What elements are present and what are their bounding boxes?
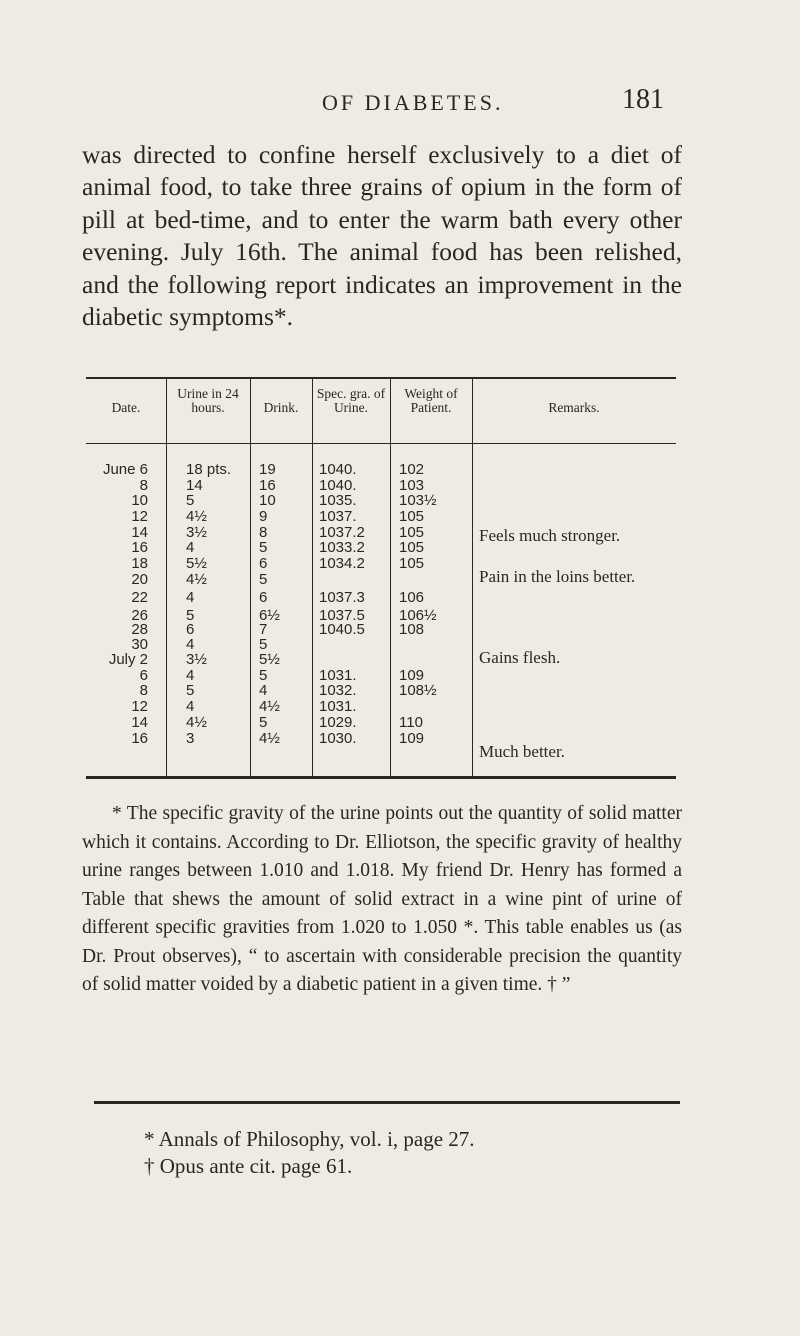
- cell-urine: 5: [186, 607, 195, 624]
- cell-drink: 6: [259, 589, 268, 606]
- cell-urine: 5: [186, 492, 195, 509]
- cell-spec: 1032.: [319, 682, 357, 699]
- cell-weight: 109: [399, 730, 425, 747]
- cell-spec: 1033.2: [319, 539, 365, 556]
- cell-spec: 1037.: [319, 508, 357, 525]
- remark-text: Feels much stronger.: [479, 526, 621, 545]
- cell-drink: 7: [259, 621, 268, 638]
- cell-date: June 6: [102, 461, 148, 478]
- column-rule: [166, 379, 167, 776]
- cell-urine: 4½: [186, 508, 207, 525]
- cell-urine: 5½: [186, 555, 207, 572]
- header-remarks: Remarks.: [548, 400, 600, 415]
- cell-date: 16: [131, 730, 148, 747]
- cell-urine: 18 pts.: [186, 461, 232, 478]
- cell-drink: 5: [259, 714, 268, 731]
- cell-date: 14: [131, 714, 148, 731]
- cell-weight: 106½: [399, 607, 437, 624]
- cell-drink: 9: [259, 508, 268, 525]
- cell-date: 12: [131, 698, 148, 715]
- cell-date: 8: [139, 477, 148, 494]
- cell-drink: 10: [259, 492, 276, 509]
- cell-spec: 1034.2: [319, 555, 365, 572]
- cell-spec: 1040.5: [319, 621, 365, 638]
- cell-weight: 102: [399, 461, 425, 478]
- cell-spec: 1031.: [319, 667, 357, 684]
- cell-urine: 3: [186, 730, 195, 747]
- cell-drink: 6: [259, 555, 268, 572]
- cell-weight: 105: [399, 555, 425, 572]
- remark-text: Gains flesh.: [479, 648, 561, 667]
- cell-drink: 8: [259, 524, 268, 541]
- cell-date: 20: [131, 571, 148, 588]
- column-rule: [250, 379, 251, 776]
- body-paragraph: was directed to confine herself exclusively to a diet of animal food, to take three grains of opium in the form of pill at bed-time, and to enter the warm bath every other evening. July 16th. The animal food has been relished, and the following report indicates an improvement in the diabetic symptoms*.: [82, 140, 682, 332]
- cell-spec: 1040.: [319, 461, 357, 478]
- cell-urine: 3½: [186, 524, 207, 541]
- cell-weight: 103: [399, 477, 425, 494]
- cell-urine: 4: [186, 698, 195, 715]
- cell-spec: 1037.3: [319, 589, 365, 606]
- footnote-paragraph: * The specific gravity of the urine points out the quantity of solid matter which it contains. According to Dr. Elliotson, the specific gravity of healthy urine ranges between 1.010 and 1.018. My friend Dr. Henry has formed a Table that shews the amount of solid extract in a wine pint of urine of different specific gravities from 1.020 to 1.050 *. This table enables us (as Dr. Prout observes), “ to ascertain with considerable precision the quantity of solid matter voided by a diabetic patient in a given time. † ”: [82, 803, 682, 995]
- column-rule: [312, 379, 313, 776]
- cell-urine: 3½: [186, 651, 207, 668]
- cell-weight: 108: [399, 621, 425, 638]
- page-number: 181: [622, 84, 664, 115]
- header-rule: [86, 443, 676, 444]
- cell-urine: 4: [186, 539, 195, 556]
- cell-urine: 4½: [186, 571, 207, 588]
- page-header: [0, 84, 800, 122]
- cell-weight: 109: [399, 667, 425, 684]
- footnote-annals: * Annals of Philosophy, vol. i, page 27.: [144, 1127, 475, 1151]
- cell-urine: 6: [186, 621, 195, 638]
- cell-drink: 6½: [259, 607, 280, 624]
- cell-spec: 1037.5: [319, 607, 365, 624]
- cell-drink: 5: [259, 636, 268, 653]
- cell-spec: 1040.: [319, 477, 357, 494]
- cell-date: 14: [131, 524, 148, 541]
- cell-date: 10: [131, 492, 148, 509]
- cell-urine: 4: [186, 589, 195, 606]
- cell-date: 16: [131, 539, 148, 556]
- cell-weight: 106: [399, 589, 425, 606]
- cell-spec: 1031.: [319, 698, 357, 715]
- header-weight: Weight of Patient.: [404, 386, 458, 416]
- cell-spec: 1037.2: [319, 524, 365, 541]
- header-date: Date.: [111, 400, 141, 415]
- symptom-table: [86, 377, 676, 779]
- cell-drink: 4½: [259, 698, 280, 715]
- cell-urine: 4: [186, 667, 195, 684]
- cell-weight: 105: [399, 539, 425, 556]
- cell-urine: 4½: [186, 714, 207, 731]
- cell-weight: 110: [399, 714, 423, 731]
- cell-date: 12: [131, 508, 148, 525]
- cell-weight: 105: [399, 508, 425, 525]
- header-spec: Spec. gra. of Urine.: [316, 386, 386, 416]
- cell-date: 22: [131, 589, 148, 606]
- cell-drink: 16: [259, 477, 276, 494]
- footnote-opus: † Opus ante cit. page 61.: [144, 1154, 353, 1178]
- column-rule: [472, 379, 473, 776]
- header-drink: Drink.: [263, 400, 299, 415]
- header-urine: Urine in 24 hours.: [177, 386, 239, 416]
- cell-date: 26: [131, 607, 148, 624]
- body-text: [82, 139, 682, 333]
- cell-drink: 5: [259, 571, 268, 588]
- cell-spec: 1035.: [319, 492, 357, 509]
- remark-text: Much better.: [479, 742, 565, 761]
- cell-drink: 5: [259, 539, 268, 556]
- remark-text: Pain in the loins better.: [479, 567, 636, 586]
- cell-urine: 14: [186, 477, 203, 494]
- cell-weight: 108½: [399, 682, 437, 699]
- cell-urine: 4: [186, 636, 195, 653]
- cell-date: 28: [131, 621, 148, 638]
- cell-spec: 1030.: [319, 730, 357, 747]
- cell-urine: 5: [186, 682, 195, 699]
- footnote-references: [144, 1126, 475, 1180]
- cell-weight: 105: [399, 524, 425, 541]
- cell-drink: 5½: [259, 651, 280, 668]
- column-rule: [390, 379, 391, 776]
- running-title: OF DIABETES.: [322, 90, 504, 115]
- cell-date: 18: [131, 555, 148, 572]
- cell-drink: 4: [259, 682, 268, 699]
- footnote-star: [82, 800, 682, 1000]
- cell-drink: 19: [259, 461, 276, 478]
- cell-date: 6: [139, 667, 148, 684]
- cell-date: July 2: [108, 651, 148, 668]
- cell-drink: 5: [259, 667, 268, 684]
- cell-date: 30: [131, 636, 148, 653]
- cell-spec: 1029.: [319, 714, 357, 731]
- cell-weight: 103½: [399, 492, 437, 509]
- cell-date: 8: [139, 682, 148, 699]
- footnote-rule: [94, 1101, 680, 1104]
- cell-drink: 4½: [259, 730, 280, 747]
